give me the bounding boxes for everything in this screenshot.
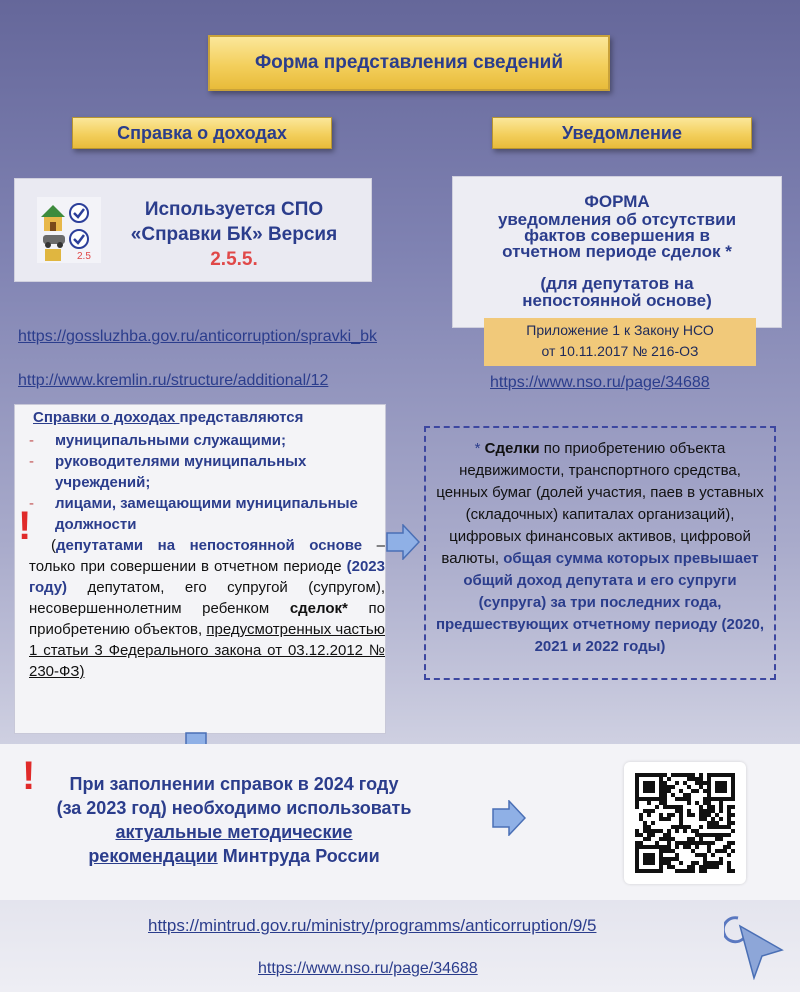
appendix-line-1: Приложение 1 к Закону НСО [526, 322, 714, 338]
list-item-text: муниципальными служащими; [55, 432, 287, 449]
form-line-4: отчетном периоде сделок * [502, 242, 732, 261]
guidelines-text-2: Минтруда России [217, 846, 380, 866]
spo-card [14, 178, 372, 282]
icon-version-badge: 2.5 [77, 251, 91, 262]
list-dash: - [29, 453, 34, 470]
deals-description: по приобретению объекта недвижимости, транспортного средства, ценных бумаг (долей участия, паев в уставных (складочных) капиталах организаций), цифровых финансовых активов, цифровой валюты, [436, 440, 764, 567]
form-line-6: непостоянной основе) [522, 291, 712, 310]
notification-form-card [452, 176, 782, 328]
kremlin-link[interactable]: http://www.kremlin.ru/structure/additional/12 [18, 372, 329, 389]
guidelines-notice [56, 772, 412, 868]
list-dash: - [29, 432, 34, 449]
cursor-pointer-icon [724, 912, 786, 980]
page-title: Форма представления сведений [208, 35, 610, 91]
list-item [29, 493, 379, 535]
form-line-2: уведомления об отсутствии [497, 210, 737, 229]
footnote-star: * [474, 440, 485, 457]
income-report-info-box [14, 404, 386, 734]
list-item [29, 451, 379, 493]
paragraph-text-1: – только при совершении в отчетном периоде [29, 537, 385, 575]
deals-definition-box [424, 426, 776, 680]
paragraph-open: ( [51, 537, 56, 554]
nso-link-top[interactable]: https://www.nso.ru/page/34688 [490, 374, 710, 391]
deals-definition-text [432, 438, 768, 658]
qr-code[interactable] [624, 762, 746, 884]
list-dash: - [29, 495, 34, 512]
spravki-bk-app-icon [37, 197, 101, 263]
appendix-note [484, 318, 756, 366]
deputies-paragraph [29, 535, 385, 682]
intro-rest: представляются [179, 409, 304, 426]
nso-link-bottom[interactable]: https://www.nso.ru/page/34688 [258, 960, 478, 977]
mintrud-link[interactable]: https://mintrud.gov.ru/ministry/programms/anticorruption/9/5 [148, 916, 597, 935]
guidelines-underlined: актуальные методические рекомендации [88, 822, 353, 866]
guidelines-text-1: При заполнении справок в 2024 году (за 2023 год) необходимо использовать [56, 774, 412, 818]
deals-threshold: общая сумма которых превышает общий доход депутата и его супруги (супруга) за три последних года, предшествующих отчетному периоду (2020, 2021 и 2022 годы) [435, 550, 765, 655]
respondents-list [29, 430, 379, 535]
deals-bold: сделок* [289, 600, 348, 617]
intro-underlined: Справки о доходах [33, 409, 180, 426]
spo-line-2: «Справки БК» Версия [130, 224, 338, 245]
paragraph-text-2: депутатом, его супругой (супругом), несовершеннолетним ребенком [29, 579, 385, 617]
notification-header: Уведомление [492, 117, 752, 149]
income-report-intro [33, 409, 303, 426]
year-highlight: (2023 году) [29, 558, 385, 596]
appendix-line-2: от 10.11.2017 № 216-ОЗ [541, 343, 699, 359]
form-line-3: фактов совершения в [524, 226, 710, 245]
spo-version: 2.5.5. [210, 249, 258, 270]
spo-text [109, 197, 359, 272]
exclamation-mark-icon: ! [18, 504, 32, 548]
deputies-highlight: депутатами на непостоянной основе [56, 537, 363, 554]
list-item-text: лицами, замещающими муниципальные должности [55, 495, 358, 533]
gossluzhba-link[interactable]: https://gossluzhba.gov.ru/anticorruption/spravki_bk [18, 328, 378, 345]
list-item-text: руководителями муниципальных учреждений; [55, 453, 307, 491]
arrow-right-icon [386, 524, 420, 560]
list-item [29, 430, 379, 451]
paragraph-text-3: по приобретению объектов, [29, 600, 385, 638]
arrow-right-icon-bottom [492, 800, 526, 836]
exclamation-mark-icon-bottom: ! [22, 754, 36, 798]
form-line-1: ФОРМА [584, 192, 650, 211]
form-line-5: (для депутатов на [540, 274, 694, 293]
law-reference: предусмотренных частью 1 статьи 3 Федерального закона от 03.12.2012 № 230-ФЗ) [29, 621, 385, 680]
spo-line-1: Используется СПО [144, 199, 324, 220]
income-report-header: Справка о доходах [72, 117, 332, 149]
deals-term: Сделки [484, 440, 540, 457]
